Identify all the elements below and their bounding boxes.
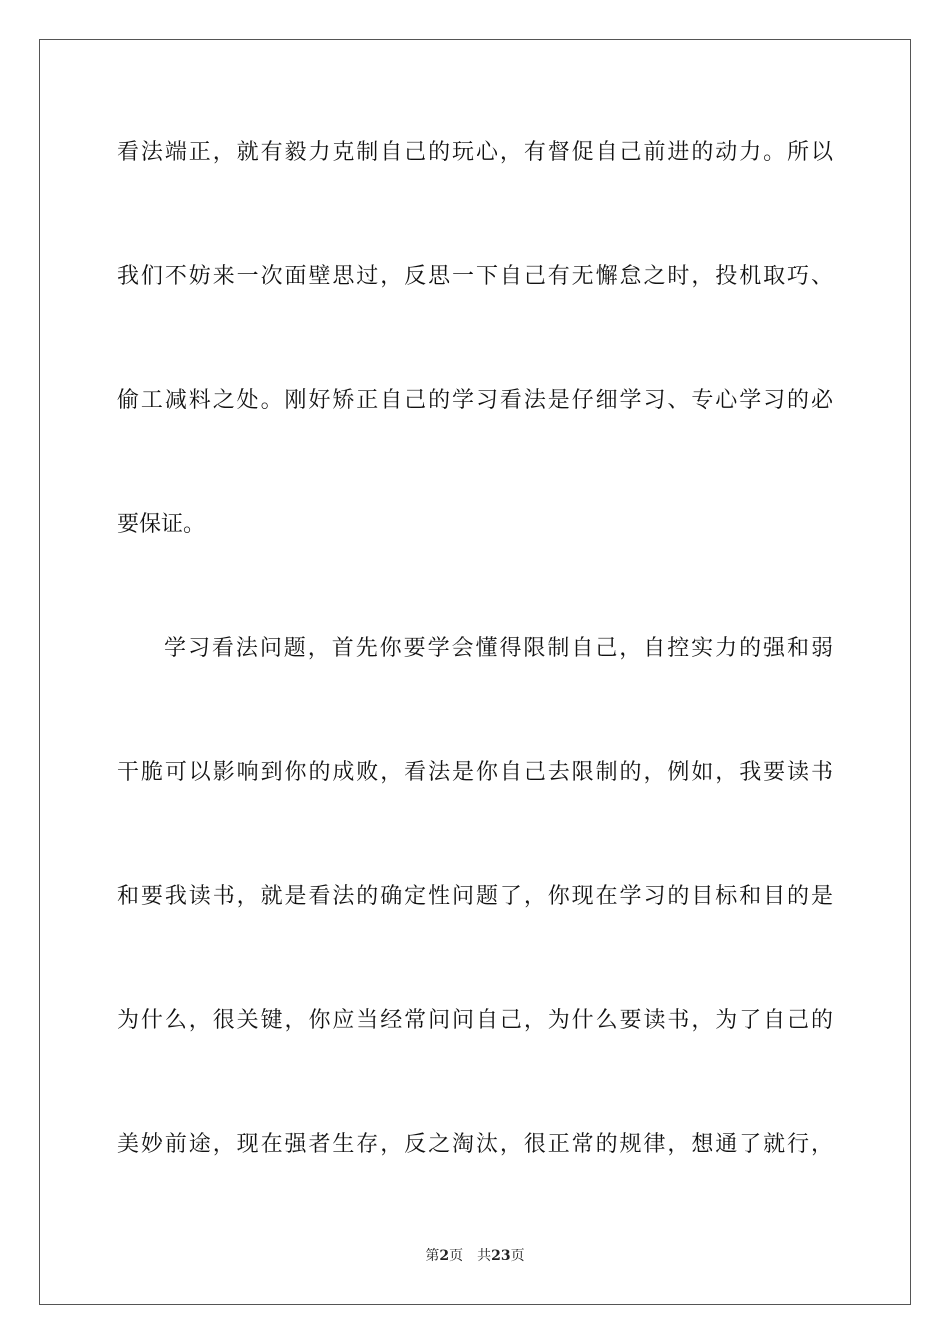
page-border bbox=[39, 39, 911, 1305]
page-footer bbox=[0, 1247, 950, 1265]
text-line-6: 干脆可以影响到你的成败，看法是你自己去限制的，例如，我要读书 bbox=[117, 760, 833, 785]
footer-total-number: 23 bbox=[491, 1248, 511, 1264]
footer-total-suffix: 页 bbox=[510, 1248, 525, 1264]
footer-total-prefix: 共 bbox=[477, 1248, 492, 1264]
text-line-4: 要保证。 bbox=[117, 512, 206, 537]
text-line-5-paragraph-start: 学习看法问题，首先你要学会懂得限制自己，自控实力的强和弱 bbox=[164, 636, 833, 661]
footer-page-prefix: 第 bbox=[425, 1248, 440, 1264]
text-line-9: 美妙前途，现在强者生存，反之淘汰，很正常的规律，想通了就行， bbox=[117, 1132, 833, 1157]
footer-page-suffix: 页 bbox=[449, 1248, 464, 1264]
text-line-8: 为什么，很关键，你应当经常问问自己，为什么要读书，为了自己的 bbox=[117, 1008, 833, 1033]
text-line-2: 我们不妨来一次面壁思过，反思一下自己有无懈怠之时，投机取巧、 bbox=[117, 264, 833, 289]
text-line-7: 和要我读书，就是看法的确定性问题了，你现在学习的目标和目的是 bbox=[117, 884, 833, 909]
text-line-1: 看法端正，就有毅力克制自己的玩心，有督促自己前进的动力。所以 bbox=[117, 140, 833, 165]
footer-page-number: 2 bbox=[439, 1248, 450, 1264]
text-line-3: 偷工减料之处。刚好矫正自己的学习看法是仔细学习、专心学习的必 bbox=[117, 388, 833, 413]
